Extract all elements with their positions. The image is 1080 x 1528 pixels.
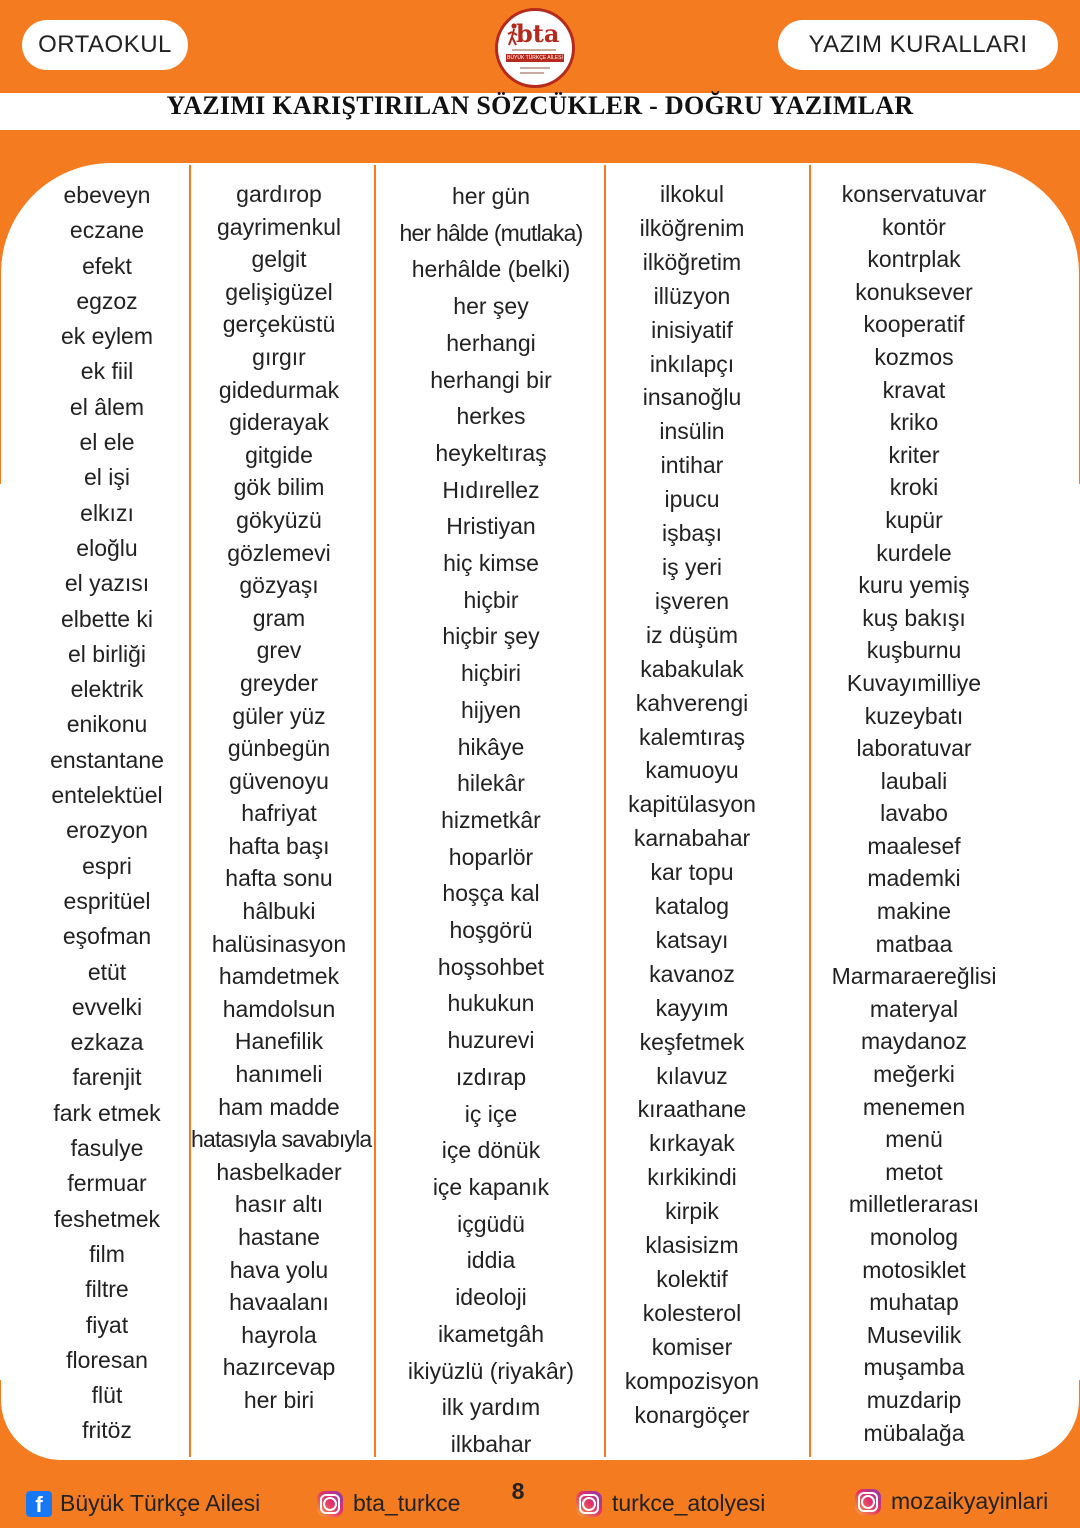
page-number: 8 (511, 1478, 525, 1504)
word-item: maalesef (867, 832, 961, 859)
word-item: kuş bakışı (862, 604, 966, 631)
word-item: makine (876, 898, 952, 925)
word-item: her şey (453, 293, 529, 320)
word-item: elektrik (70, 676, 144, 703)
instagram-label: turkce_atolyesi (612, 1490, 766, 1516)
level-badge (22, 20, 188, 70)
logo-rule (512, 49, 556, 51)
facebook-link[interactable] (26, 1490, 260, 1517)
word-item: ilkbahar (450, 1430, 532, 1457)
word-item: Musevilik (866, 1321, 962, 1348)
word-item: ek fiil (80, 358, 134, 385)
word-column-4 (606, 178, 778, 1433)
facebook-label: Büyük Türkçe Ailesi (60, 1490, 261, 1516)
word-item: fiyat (85, 1311, 129, 1338)
word-item: iç içe (464, 1100, 518, 1127)
word-item: kıraathane (637, 1096, 747, 1123)
word-item: entelektüel (51, 782, 163, 809)
word-item: hasbelkader (216, 1158, 342, 1185)
word-item: kroki (889, 474, 939, 501)
word-item: inisiyatif (651, 316, 733, 343)
word-item: kolesterol (642, 1299, 742, 1326)
word-item: ızdırap (455, 1063, 527, 1090)
word-item: kavanoz (649, 960, 735, 987)
word-item: gökyüzü (236, 506, 322, 533)
word-item: eşofman (62, 923, 152, 950)
word-item: hastane (238, 1224, 320, 1250)
word-item: gelgit (251, 246, 307, 273)
word-item: işbaşı (661, 520, 723, 547)
word-item: materyal (869, 995, 959, 1022)
word-item: klasisizm (645, 1232, 739, 1259)
word-item: hoşgörü (449, 917, 533, 944)
word-item: kriko (889, 409, 939, 436)
word-item: kuru yemiş (858, 572, 970, 599)
word-item: insülin (659, 418, 725, 445)
word-column-3 (377, 178, 605, 1463)
word-item: havaalanı (229, 1289, 329, 1316)
word-item: ikiyüzlü (riyakâr) (407, 1357, 575, 1384)
word-item: halüsinasyon (211, 930, 347, 957)
word-item: günbegün (227, 735, 331, 762)
word-item: kozmos (874, 343, 954, 370)
word-item: katalog (654, 893, 730, 920)
word-item: el ele (79, 429, 135, 456)
instagram-icon (576, 1491, 602, 1517)
word-item: fasulye (70, 1135, 144, 1162)
word-item: hiçbiri (460, 660, 522, 687)
instagram-link-mozaik[interactable] (855, 1488, 1048, 1515)
word-item: gram (252, 604, 306, 631)
word-item: hukukun (447, 990, 535, 1017)
word-item: kahverengi (635, 689, 749, 716)
word-item: hilekâr (457, 770, 525, 797)
word-item: herhâlde (belki) (411, 256, 571, 283)
word-item: gözlemevi (227, 539, 331, 566)
word-item: iddia (466, 1247, 516, 1274)
word-item: ek eylem (60, 323, 154, 350)
logo-rule (520, 67, 550, 69)
word-item: hoşsohbet (437, 953, 545, 980)
word-item: milletlerarası (848, 1191, 980, 1218)
instagram-label: mozaikyayinlari (891, 1488, 1049, 1514)
word-item: ideoloji (455, 1284, 527, 1311)
word-item: ipucu (664, 486, 720, 513)
word-item: floresan (66, 1346, 148, 1373)
word-item: kuşburnu (866, 637, 962, 664)
word-item: enikonu (66, 711, 148, 738)
word-item: içe dönük (441, 1137, 541, 1164)
word-item: gözyaşı (239, 572, 319, 599)
word-item: kar topu (650, 859, 734, 886)
word-item: kırkayak (649, 1130, 735, 1157)
word-item: kayyım (655, 994, 729, 1021)
word-item: mübalağa (863, 1419, 965, 1446)
word-item: gardırop (236, 181, 322, 207)
word-item: hasır altı (234, 1191, 324, 1218)
word-item: farenjit (72, 1064, 142, 1091)
word-item: el birliği (68, 640, 146, 667)
footer (0, 1484, 1080, 1528)
word-item: kravat (882, 376, 946, 403)
word-item: iş yeri (661, 553, 723, 580)
word-item: maydanoz (860, 1028, 968, 1055)
word-item: motosiklet (862, 1256, 966, 1283)
word-item: kalemtıraş (638, 723, 746, 750)
instagram-label: bta_turkce (353, 1490, 461, 1516)
word-item: insanoğlu (642, 384, 742, 411)
word-item: gayrimenkul (217, 213, 341, 240)
word-item: gök bilim (233, 474, 325, 501)
word-item: katsayı (655, 926, 729, 953)
column-divider (374, 165, 376, 1457)
word-item: hiçbir şey (442, 623, 540, 650)
word-item: her hâlde (mutlaka) (399, 219, 583, 246)
word-item: giderayak (229, 409, 329, 436)
word-item: filtre (85, 1276, 129, 1303)
word-item: hizmetkâr (441, 806, 541, 833)
word-item: güvenoyu (229, 767, 329, 794)
word-item: işveren (654, 587, 730, 614)
word-item: eloğlu (76, 534, 138, 561)
word-item: elbette ki (60, 605, 154, 632)
word-item: hazırcevap (222, 1354, 336, 1381)
word-item: espritüel (63, 887, 151, 914)
word-item: fark etmek (53, 1099, 161, 1126)
word-item: hamdetmek (218, 963, 340, 990)
word-item: etüt (87, 958, 127, 985)
word-item: hoşça kal (442, 880, 540, 907)
word-item: ilköğretim (642, 248, 742, 275)
word-item: ham madde (218, 1093, 340, 1120)
word-item: konargöçer (634, 1401, 750, 1428)
word-item: film (89, 1240, 125, 1267)
word-item: her biri (243, 1386, 315, 1413)
word-item: Marmaraereğlisi (831, 963, 997, 990)
word-item: muhatap (869, 1289, 959, 1316)
word-item: hafta başı (228, 832, 330, 859)
word-item: lavabo (880, 800, 948, 827)
word-item: hatasıyla savabıyla (191, 1126, 372, 1153)
word-item: heykeltıraş (435, 439, 547, 466)
topic-label: YAZIM KURALLARI (808, 31, 1028, 58)
word-item: ebeveyn (63, 182, 151, 208)
topic-badge (778, 20, 1058, 70)
word-item: içgüdü (457, 1210, 525, 1237)
word-item: ezkaza (70, 1029, 144, 1056)
word-item: elkızı (80, 499, 134, 526)
word-item: hiç kimse (443, 550, 539, 577)
word-item: ilk yardım (441, 1394, 541, 1421)
word-item: el âlem (69, 393, 145, 420)
word-item: Hanefilik (234, 1028, 324, 1055)
word-item: fermuar (67, 1170, 147, 1197)
word-item: metot (885, 1158, 943, 1185)
word-item: laboratuvar (856, 735, 972, 762)
word-item: içe kapanık (432, 1173, 550, 1200)
facebook-icon: f (26, 1491, 52, 1517)
word-item: monolog (869, 1224, 959, 1250)
word-item: kontör (882, 213, 946, 240)
word-item: kontrplak (867, 246, 961, 273)
word-item: herkes (456, 403, 526, 430)
word-item: konservatuvar (841, 181, 987, 207)
word-item: kurdele (876, 539, 952, 566)
logo-subtitle: BÜYÜK TÜRKÇE AİLESİ (507, 55, 563, 61)
word-item: muzdarip (866, 1386, 962, 1413)
word-item: hamdolsun (222, 995, 336, 1022)
word-item: hikâye (457, 733, 525, 760)
word-item: kırkikindi (647, 1164, 737, 1191)
word-item: flüt (91, 1382, 123, 1409)
word-item: hanımeli (235, 1061, 323, 1088)
instagram-icon (855, 1489, 881, 1515)
level-label: ORTAOKUL (38, 31, 172, 58)
word-item: egzoz (76, 287, 138, 314)
word-item: greyder (240, 669, 318, 696)
word-item: kriter (888, 441, 940, 468)
word-item: gidedurmak (218, 376, 340, 403)
word-item: keşfetmek (639, 1028, 745, 1055)
word-item: menemen (862, 1093, 966, 1120)
word-item: erozyon (66, 817, 148, 844)
word-item: kirpik (665, 1198, 719, 1225)
bta-logo (495, 8, 575, 88)
word-item: herhangi bir (430, 366, 552, 393)
word-item: ilköğrenim (639, 214, 745, 241)
word-item: grev (256, 637, 302, 664)
word-item: laubali (880, 767, 948, 794)
word-item: kamuoyu (645, 757, 739, 784)
word-item: fritöz (82, 1417, 132, 1444)
word-item: huzurevi (447, 1027, 535, 1054)
word-item: konuksever (855, 278, 973, 305)
word-item: el yazısı (64, 570, 150, 597)
word-item: matbaa (875, 930, 953, 957)
word-item: kupür (885, 506, 943, 533)
word-item: kuzeybatı (864, 702, 964, 729)
word-item: komiser (651, 1333, 733, 1360)
word-item: inkılapçı (649, 350, 735, 377)
word-item: ikametgâh (437, 1320, 545, 1347)
word-item: hâlbuki (242, 898, 316, 925)
word-item: Hıdırellez (442, 476, 540, 503)
word-item: hiçbir (463, 586, 519, 613)
word-item: evvelki (71, 993, 143, 1020)
word-item: mademki (867, 865, 961, 892)
word-item: hoparlör (448, 843, 534, 870)
word-item: gerçeküstü (222, 311, 336, 338)
word-item: muşamba (863, 1354, 965, 1381)
instagram-link-bta[interactable] (317, 1490, 460, 1517)
word-item: iz düşüm (645, 621, 739, 648)
page-title: YAZIMI KARIŞTIRILAN SÖZCÜKLER - DOĞRU YAZIMLAR (166, 91, 914, 120)
word-item: Hristiyan (446, 513, 536, 540)
word-item: efekt (82, 252, 132, 279)
word-item: gelişigüzel (225, 278, 333, 305)
word-item: kolektif (656, 1266, 728, 1292)
word-item: herhangi (446, 329, 536, 356)
word-column-1 (14, 178, 200, 1449)
word-item: hava yolu (229, 1256, 329, 1283)
word-column-2 (191, 178, 372, 1417)
word-item: her gün (451, 183, 530, 209)
word-item: meğerki (873, 1061, 955, 1088)
word-item: hayrola (241, 1321, 317, 1348)
word-item: espri (82, 852, 132, 879)
word-column-5 (811, 178, 1017, 1449)
word-item: güler yüz (232, 702, 326, 729)
word-item: Kuvayımilliye (846, 669, 982, 696)
word-item: ilkokul (660, 181, 724, 207)
word-item: hafriyat (241, 800, 317, 827)
word-item: illüzyon (653, 282, 731, 309)
word-item: eczane (69, 217, 145, 244)
instagram-link-atolye[interactable] (576, 1490, 765, 1517)
word-item: intihar (660, 452, 724, 479)
instagram-icon (317, 1491, 343, 1517)
word-item: kapitülasyon (628, 791, 756, 818)
word-item: kompozisyon (624, 1367, 760, 1394)
word-item: gitgide (245, 441, 313, 468)
word-item: karnabahar (633, 825, 751, 852)
word-item: kooperatif (863, 311, 965, 338)
word-item: hafta sonu (225, 865, 333, 892)
word-item: kılavuz (656, 1062, 728, 1089)
word-item: hijyen (460, 696, 522, 723)
word-item: enstantane (50, 746, 164, 773)
word-item: feshetmek (53, 1205, 161, 1232)
word-item: gırgır (252, 343, 306, 370)
logo-rule (520, 72, 544, 74)
word-item: el işi (83, 464, 130, 491)
word-item: kabakulak (640, 655, 744, 682)
logo-text: bta (516, 19, 560, 48)
word-item: menü (885, 1126, 943, 1153)
